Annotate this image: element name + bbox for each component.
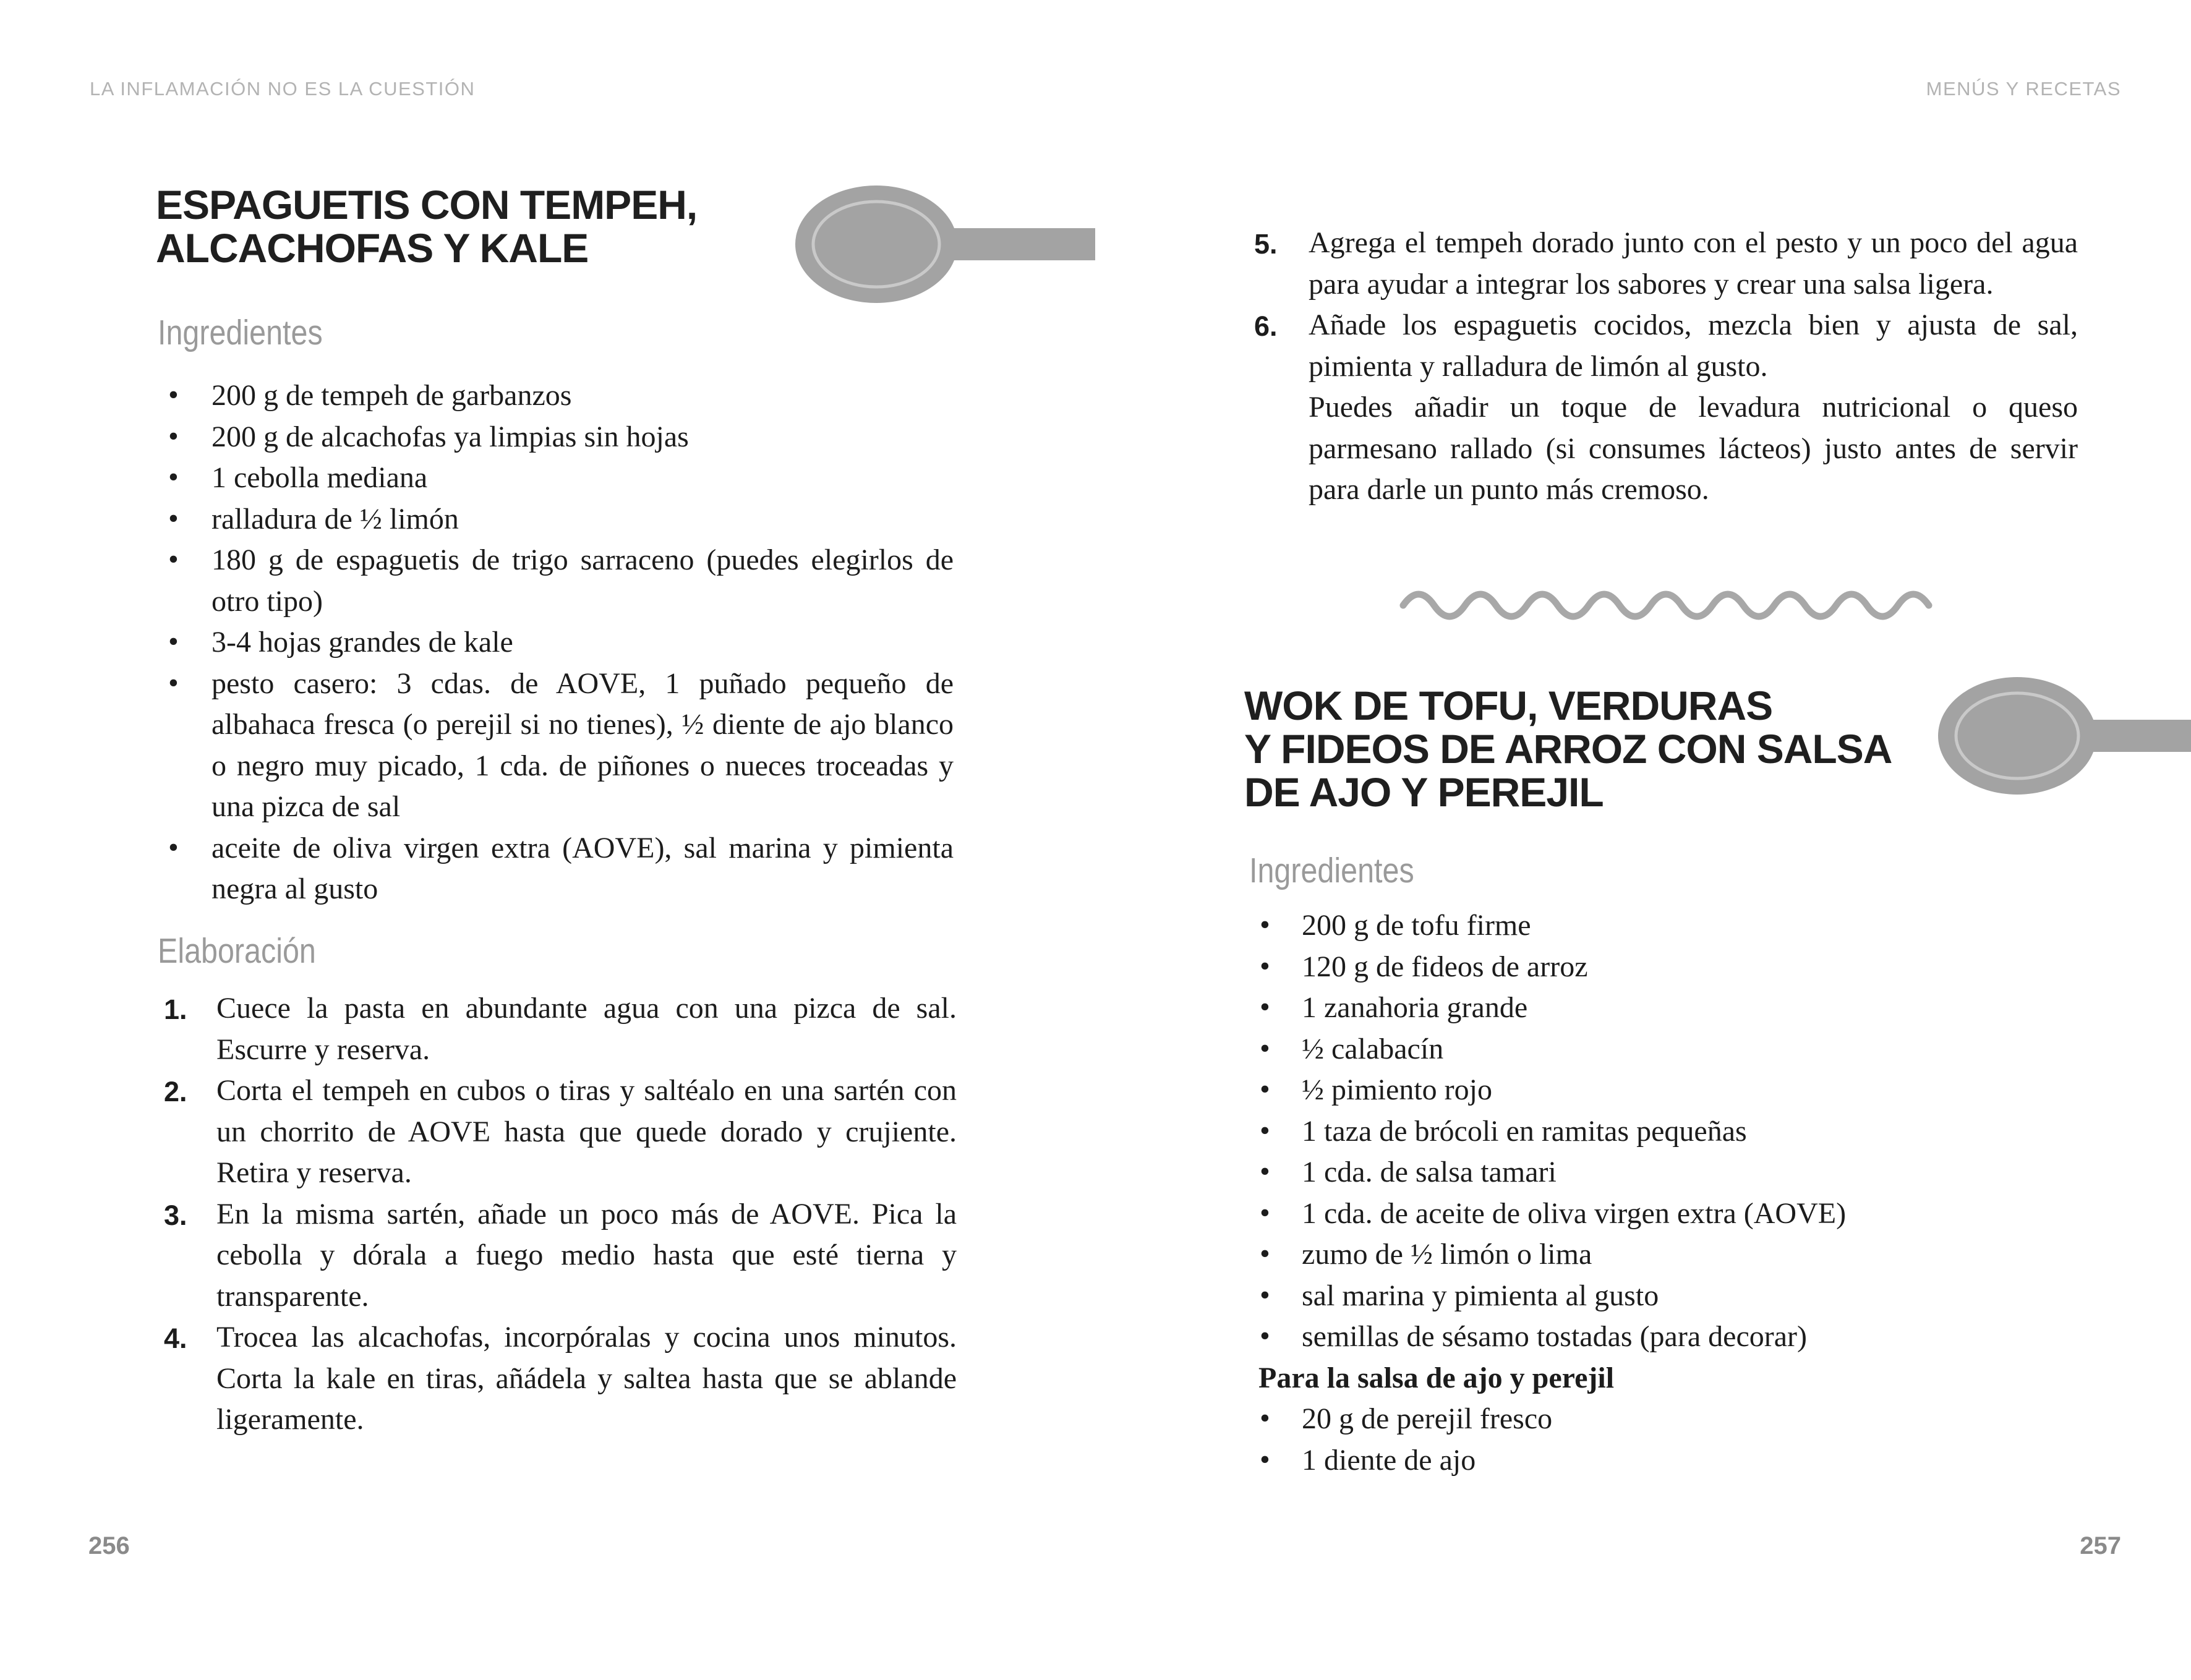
ingredient-text: ½ calabacín: [1302, 1032, 1444, 1065]
step-list: [164, 988, 957, 1441]
ingredient-text: ½ pimiento rojo: [1302, 1073, 1492, 1106]
step-text: Añade los espaguetis cocidos, mezcla bien y ajusta de sal, pimienta y ralladura de limón al gusto.: [1309, 309, 2078, 383]
ingredient-item: [1258, 1399, 2078, 1440]
step-text: En la misma sartén, añade un poco más de AOVE. Pica la cebolla y dórala a fuego medio hasta que esté tierna y transparente.: [216, 1197, 957, 1313]
step-text: Agrega el tempeh dorado junto con el pesto y un poco del agua para ayudar a integrar los sabores y crear una salsa ligera.: [1309, 226, 2078, 301]
step-number: 3.: [164, 1199, 187, 1231]
bullet-marker-icon: •: [1260, 1237, 1270, 1270]
step-text: Corta el tempeh en cubos o tiras y saltéalo en una sartén con un chorrito de AOVE hasta que quede dorado y crujiente. Retira y reserva.: [216, 1074, 957, 1189]
recipe-title-wok: [1244, 684, 1892, 814]
bullet-marker-icon: •: [1260, 908, 1270, 941]
ingredients-heading-right: Ingredientes: [1249, 851, 1414, 890]
ingredient-item: [167, 663, 954, 828]
step-number: 6.: [1254, 310, 1278, 342]
steps-continued: [1254, 223, 2078, 511]
recipe-title-line: DE AJO Y PEREJIL: [1244, 769, 1604, 815]
ingredient-text: aceite de oliva virgen extra (AOVE), sal marina y pimienta negra al gusto: [211, 831, 954, 905]
spoon-icon: [1938, 673, 2191, 799]
ingredient-item: [1258, 1316, 2078, 1358]
bullet-marker-icon: •: [168, 501, 179, 535]
ingredient-text: 1 cda. de aceite de oliva virgen extra (AOVE): [1302, 1196, 1847, 1230]
recipe-title-line: ALCACHOFAS Y KALE: [156, 225, 589, 271]
ingredient-list: [167, 375, 954, 910]
bullet-marker-icon: •: [1260, 991, 1270, 1023]
running-header-left: LA INFLAMACIÓN NO ES LA CUESTIÓN: [90, 78, 476, 100]
page-number-right: 257: [2080, 1532, 2121, 1559]
ingredient-text: 1 taza de brócoli en ramitas pequeñas: [1302, 1114, 1747, 1148]
ingredient-list: [1258, 905, 2078, 1358]
ingredients-right: [1258, 905, 2078, 1481]
step-item: [1254, 223, 2078, 305]
ingredient-text: zumo de ½ limón o lima: [1302, 1238, 1592, 1271]
ingredient-text: 200 g de tempeh de garbanzos: [211, 379, 572, 412]
ingredient-item: [167, 417, 954, 458]
ingredient-item: [1258, 1193, 2078, 1235]
bullet-marker-icon: •: [1260, 1320, 1270, 1352]
ingredient-item: [167, 540, 954, 622]
ingredient-sublist: [1258, 1399, 2078, 1481]
step-item: [1254, 305, 2078, 387]
page-number-left: 256: [88, 1532, 130, 1559]
steps-left: [164, 988, 957, 1441]
ingredient-item: [1258, 1029, 2078, 1070]
ingredient-item: [1258, 905, 2078, 947]
bullet-marker-icon: •: [168, 625, 179, 658]
recipe-title-line: Y FIDEOS DE ARROZ CON SALSA: [1244, 726, 1892, 772]
bullet-marker-icon: •: [168, 378, 179, 411]
ingredient-text: 200 g de tofu firme: [1302, 909, 1531, 942]
step-note-paragraph: Puedes añadir un toque de levadura nutricional o queso parmesano rallado (si consumes lácteos) justo antes de servir para darle un punto más cremoso.: [1309, 391, 2078, 506]
ingredient-item: [1258, 1111, 2078, 1153]
step-text: Cuece la pasta en abundante agua con una pizca de sal. Escurre y reserva.: [216, 992, 957, 1066]
wavy-divider-path: [1403, 594, 1929, 616]
wavy-divider-icon: [1399, 583, 1933, 623]
elaboration-heading: Elaboración: [158, 931, 316, 971]
sauce-subheading: Para la salsa de ajo y perejil: [1258, 1361, 1615, 1394]
ingredient-item: [1258, 987, 2078, 1029]
ingredient-text: 1 diente de ajo: [1302, 1443, 1476, 1477]
ingredient-item: [1258, 1234, 2078, 1276]
recipe-title-line: ESPAGUETIS CON TEMPEH,: [156, 182, 698, 228]
step-text: Trocea las alcachofas, incorpóralas y cocina unos minutos. Corta la kale en tiras, añádela y saltea hasta que se ablande ligeramente.: [216, 1321, 957, 1436]
ingredients-heading-left: Ingredientes: [158, 313, 323, 352]
ingredient-item: [167, 375, 954, 417]
step-number: 1.: [164, 994, 187, 1025]
step-item: [164, 988, 957, 1070]
step-item: [164, 1070, 957, 1194]
ingredient-text: pesto casero: 3 cdas. de AOVE, 1 puñado pequeño de albahaca fresca (o perejil si no tienes), ½ diente de ajo blanco o negro muy picado, 1 cda. de piñones o nueces troceadas y una pizca de sal: [211, 667, 954, 823]
ingredient-text: sal marina y pimienta al gusto: [1302, 1279, 1659, 1312]
bullet-marker-icon: •: [168, 461, 179, 493]
bullet-marker-icon: •: [1260, 1278, 1270, 1311]
page-left: [0, 0, 1095, 1680]
ingredients-list-left: [167, 375, 954, 910]
ingredient-text: 1 cebolla mediana: [211, 461, 428, 494]
bullet-marker-icon: •: [1260, 1196, 1270, 1229]
step-number: 4.: [164, 1323, 187, 1354]
spoon-handle: [2083, 720, 2191, 752]
step-item: [164, 1194, 957, 1318]
bullet-marker-icon: •: [1260, 949, 1270, 983]
ingredient-item: [167, 458, 954, 499]
page-right: [1095, 0, 2191, 1680]
ingredient-item: [1258, 1152, 2078, 1193]
ingredient-item: [167, 499, 954, 540]
step-number: 2.: [164, 1076, 187, 1107]
recipe-title-espaguetis: [156, 183, 697, 270]
ingredient-item: [1258, 1440, 2078, 1482]
ingredient-text: 120 g de fideos de arroz: [1302, 950, 1588, 983]
ingredient-item: [167, 622, 954, 663]
ingredient-text: 1 zanahoria grande: [1302, 991, 1528, 1024]
bullet-marker-icon: •: [168, 830, 179, 864]
bullet-marker-icon: •: [168, 666, 179, 699]
ingredient-item: [1258, 1276, 2078, 1317]
step-item: [164, 1317, 957, 1441]
ingredient-item: [167, 828, 954, 910]
bullet-marker-icon: •: [1260, 1031, 1270, 1065]
spoon-icon: [792, 181, 1098, 307]
ingredient-text: 1 cda. de salsa tamari: [1302, 1156, 1557, 1188]
bullet-marker-icon: •: [1260, 1155, 1270, 1188]
step-list-continued: [1254, 223, 2078, 387]
bullet-marker-icon: •: [168, 543, 179, 576]
spoon-handle: [943, 228, 1098, 260]
ingredient-text: 3-4 hojas grandes de kale: [211, 626, 513, 659]
ingredient-text: 200 g de alcachofas ya limpias sin hojas: [211, 420, 689, 453]
ingredient-text: ralladura de ½ limón: [211, 502, 459, 535]
bullet-marker-icon: •: [168, 419, 179, 453]
step-number: 5.: [1254, 228, 1278, 260]
bullet-marker-icon: •: [1260, 1443, 1270, 1476]
ingredient-text: semillas de sésamo tostadas (para decorar): [1302, 1320, 1808, 1353]
ingredient-text: 180 g de espaguetis de trigo sarraceno (puedes elegirlos de otro tipo): [211, 544, 954, 618]
ingredient-item: [1258, 947, 2078, 988]
ingredient-item: [1258, 1070, 2078, 1111]
ingredient-text: 20 g de perejil fresco: [1302, 1402, 1553, 1435]
running-header-right: MENÚS Y RECETAS: [1926, 78, 2121, 100]
bullet-marker-icon: •: [1260, 1073, 1270, 1106]
recipe-title-line: WOK DE TOFU, VERDURAS: [1244, 683, 1773, 728]
bullet-marker-icon: •: [1260, 1402, 1270, 1435]
bullet-marker-icon: •: [1260, 1114, 1270, 1147]
